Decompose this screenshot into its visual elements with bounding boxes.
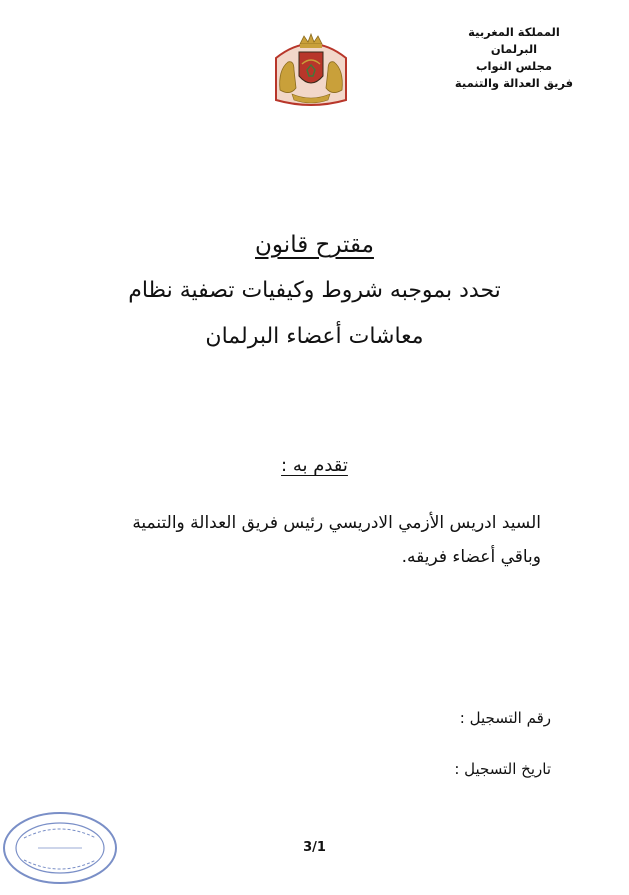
registration-number-label: رقم التسجيل : [459, 709, 551, 727]
registration-date-label: تاريخ التسجيل : [454, 760, 551, 778]
institution-header [439, 24, 589, 92]
coat-of-arms-icon [266, 30, 356, 110]
title-block [40, 232, 589, 360]
page-number: 3/1 [303, 840, 326, 855]
submitter-line-2: وباقي أعضاء فريقه. [401, 547, 541, 567]
document-title: مقترح قانون [255, 232, 374, 258]
title-line-2: معاشات أعضاء البرلمان [205, 324, 424, 349]
submitter-line-1: السيد ادريس الأزمي الادريسي رئيس فريق العدالة والتنمية [132, 513, 541, 533]
title-line-1: تحدد بموجبه شروط وكيفيات تصفية نظام [128, 278, 501, 303]
house-line: مجلس النواب [475, 59, 553, 73]
parliament-line: البرلمان [490, 42, 538, 56]
kingdom-line: المملكة المغربية [468, 25, 560, 39]
group-line: فريق العدالة والتنمية [454, 76, 574, 90]
submitted-by-label: تقدم به : [281, 455, 348, 476]
submitter-block [81, 506, 541, 574]
